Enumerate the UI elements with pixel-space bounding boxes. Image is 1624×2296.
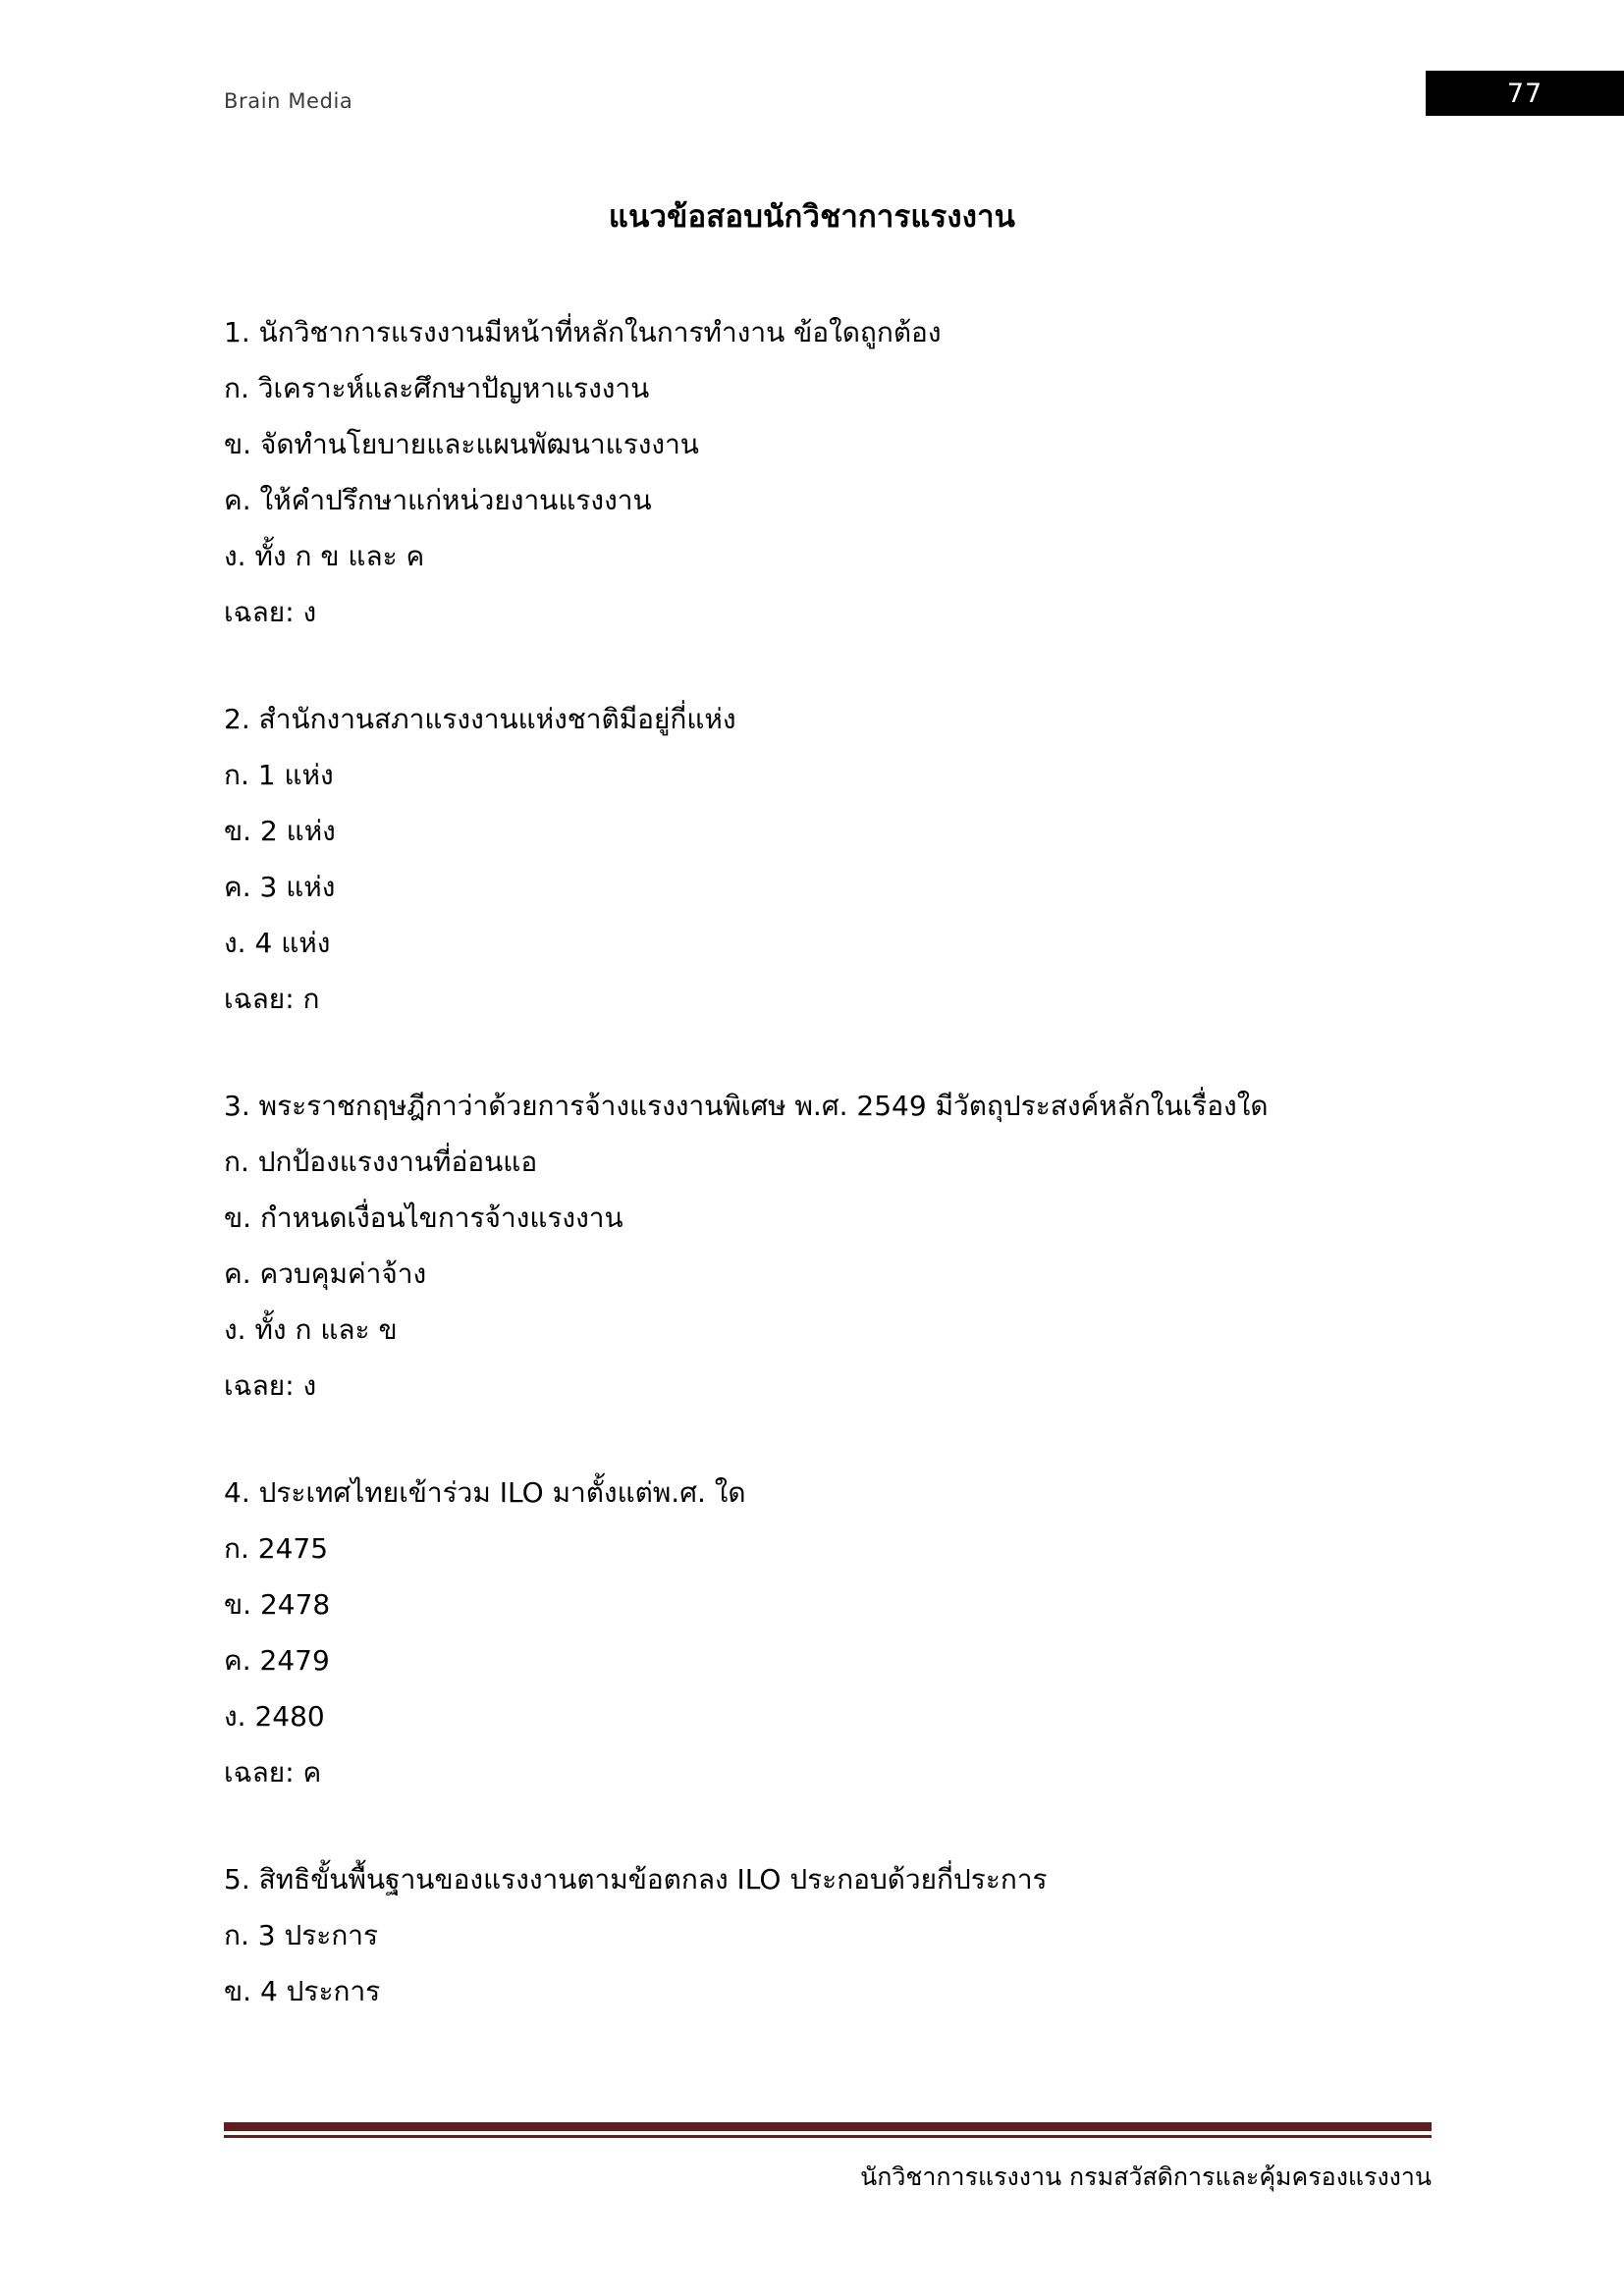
option-item: ง. 4 แห่ง	[224, 927, 331, 959]
footer-rule-thick	[224, 2122, 1432, 2131]
question-block	[224, 1851, 1432, 2019]
question-block	[224, 691, 1432, 1027]
question-block	[224, 304, 1432, 640]
footer-rule-thin	[224, 2135, 1432, 2138]
question-block	[224, 1078, 1432, 1414]
option-item: ก. วิเคราะห์และศึกษาปัญหาแรงงาน	[224, 372, 650, 404]
option-item: ง. 2480	[224, 1700, 325, 1733]
answer-line: เฉลย: ก	[224, 983, 320, 1015]
option-item: ก. ปกป้องแรงงานที่อ่อนแอ	[224, 1146, 538, 1178]
answer-line: เฉลย: ค	[224, 1756, 322, 1789]
question-block	[224, 1465, 1432, 1800]
page-number-badge: 77	[1426, 71, 1624, 116]
answer-line: เฉลย: ง	[224, 596, 317, 628]
option-item: ก. 3 ประการ	[224, 1919, 379, 1951]
page-header	[0, 0, 1624, 137]
option-item: ง. ทั้ง ก ข และ ค	[224, 540, 425, 572]
option-item: ค. ให้คำปรึกษาแก่หน่วยงานแรงงาน	[224, 484, 652, 516]
page-footer	[224, 2122, 1432, 2194]
footer-text: นักวิชาการแรงงาน กรมสวัสดิการและคุ้มครองแรงงาน	[860, 2163, 1432, 2191]
question-list	[224, 304, 1432, 2019]
option-item: ข. 2478	[224, 1588, 331, 1621]
page-title: แนวข้อสอบนักวิชาการแรงงาน	[608, 199, 1016, 235]
option-item: ก. 2475	[224, 1532, 329, 1565]
option-item: ค. 2479	[224, 1644, 330, 1677]
option-item: ก. 1 แห่ง	[224, 759, 334, 791]
option-item: ข. จัดทำนโยบายและแผนพัฒนาแรงงาน	[224, 428, 699, 460]
option-item: ข. กำหนดเงื่อนไขการจ้างแรงงาน	[224, 1201, 623, 1234]
option-item: ข. 2 แห่ง	[224, 815, 336, 847]
brand-label: Brain Media	[224, 89, 353, 113]
answer-line: เฉลย: ง	[224, 1369, 317, 1402]
option-item: ข. 4 ประการ	[224, 1975, 381, 2007]
option-item: ค. ควบคุมค่าจ้าง	[224, 1257, 427, 1290]
option-item: ง. ทั้ง ก และ ข	[224, 1313, 398, 1346]
question-stem: 3. พระราชกฤษฎีกาว่าด้วยการจ้างแรงงานพิเศษ พ.ศ. 2549 มีวัตถุประสงค์หลักในเรื่องใด	[224, 1090, 1269, 1122]
question-stem: 2. สำนักงานสภาแรงงานแห่งชาติมีอยู่กี่แห่ง	[224, 703, 736, 735]
question-stem: 5. สิทธิขั้นพื้นฐานของแรงงานตามข้อตกลง ILO ประกอบด้วยกี่ประการ	[224, 1863, 1048, 1896]
question-stem: 1. นักวิชาการแรงงานมีหน้าที่หลักในการทำงาน ข้อใดถูกต้อง	[224, 316, 942, 348]
option-item: ค. 3 แห่ง	[224, 871, 336, 903]
question-stem: 4. ประเทศไทยเข้าร่วม ILO มาตั้งแต่พ.ศ. ใด	[224, 1476, 746, 1509]
